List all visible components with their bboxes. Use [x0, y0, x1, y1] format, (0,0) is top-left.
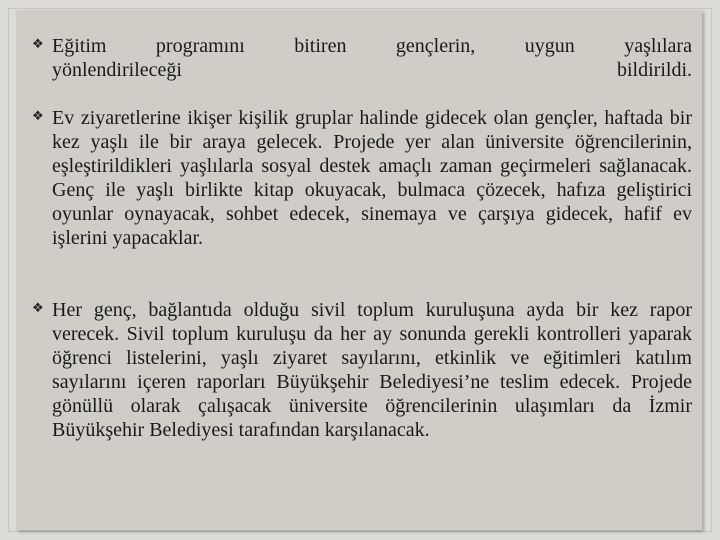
- bullet-text-2: Ev ziyaretlerine ikişer kişilik gruplar halinde gidecek olan gençler, haftada bir kez yaşlı ile bir araya gelecek. Projede yer alan üniversite öğrencilerinin, eşleştirildikleri yaşlılarla sosyal destek amaçlı zaman geçirmeleri sağlanacak. Genç ile yaşlı birlikte kitap okuyacak, bulmaca çözecek, hafıza geliştirici oyunlar oynayacak, sohbet edecek, sinemaya ve çarşıya gidecek, hafif ev işlerini yapacaklar.: [52, 107, 692, 249]
- word: Eğitim: [52, 35, 107, 57]
- bullet-text-3: Her genç, bağlantıda olduğu sivil toplum kuruluşuna ayda bir kez rapor verecek. Sivil toplum kuruluşu da her ay sonunda gerekli kontrolleri yaparak öğrenci listelerini, yaşlı ziyaret sayılarını, etkinlik ve eğitimleri katılım sayılarını içeren raporları Büyükşehir Belediyesi’ne teslim edecek. Projede gönüllü olarak çalışacak üniversite öğrencilerinin ulaşımları da İzmir Büyükşehir Belediyesi tarafından karşılanacak.: [52, 299, 692, 441]
- word: programını: [155, 35, 245, 57]
- word: bitiren: [294, 35, 347, 57]
- diamond-bullet-icon: ❖: [32, 301, 44, 316]
- diamond-bullet-icon: ❖: [32, 37, 44, 52]
- bullet-item-2: [32, 106, 692, 250]
- word: yaşlılara: [624, 35, 692, 57]
- bullet-1-line-1: [52, 34, 692, 58]
- content-card: [16, 10, 702, 530]
- word: gençlerin,: [395, 35, 476, 57]
- word: yönlendirileceği: [52, 59, 182, 81]
- word: uygun: [524, 35, 575, 57]
- word: bildirildi.: [617, 59, 692, 81]
- bullet-item-3: [32, 298, 692, 442]
- bullet-text-1: [52, 34, 692, 82]
- diamond-bullet-icon: ❖: [32, 109, 44, 124]
- bullet-item-1: [32, 34, 692, 82]
- bullet-1-line-2: [52, 58, 692, 82]
